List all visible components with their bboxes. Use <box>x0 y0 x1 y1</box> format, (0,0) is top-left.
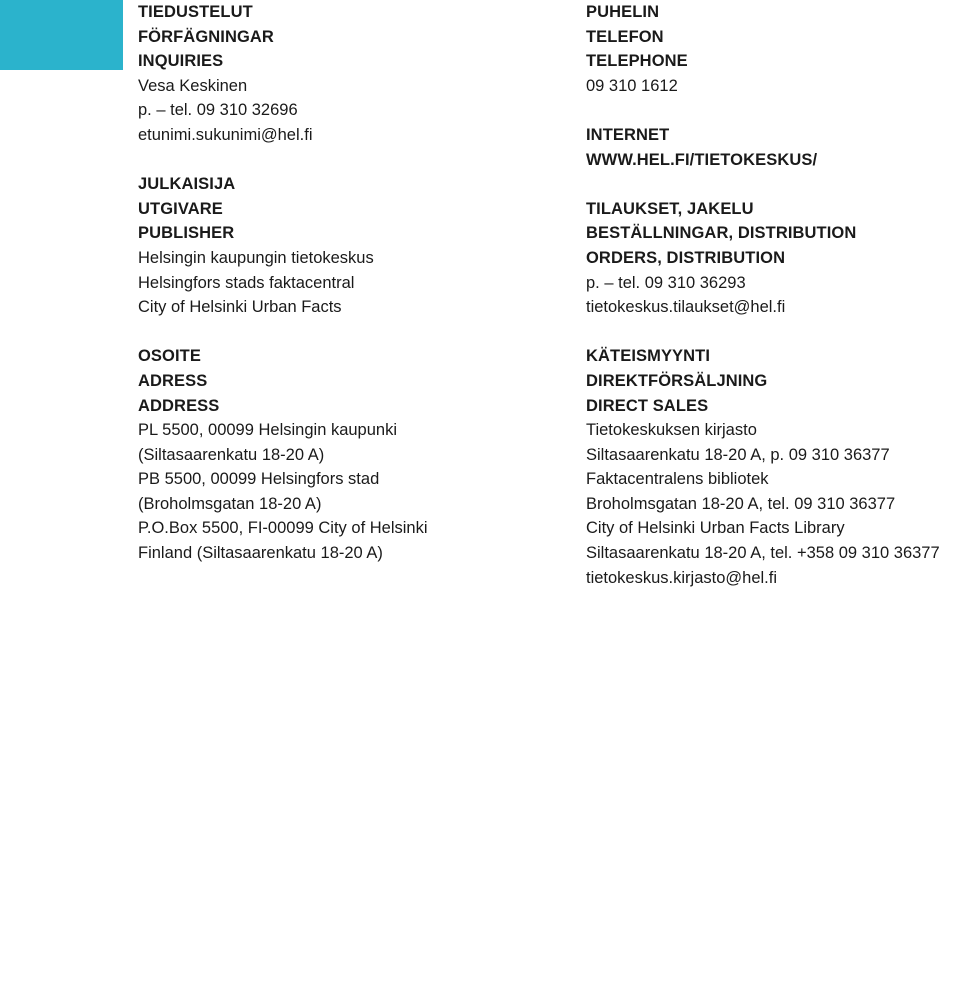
sales-line: Tietokeskuksen kirjasto <box>586 421 757 440</box>
address-section <box>138 344 558 565</box>
section-heading: ADDRESS <box>138 396 220 415</box>
publisher-section <box>138 172 558 320</box>
section-heading: TIEDUSTELUT <box>138 3 253 21</box>
section-heading: TELEPHONE <box>586 52 688 71</box>
section-heading: TILAUKSET, JAKELU <box>586 199 754 218</box>
right-column <box>586 0 960 590</box>
section-heading: BESTÄLLNINGAR, DISTRIBUTION <box>586 224 857 243</box>
section-heading: JULKAISIJA <box>138 175 236 194</box>
address-line: (Broholmsgatan 18-20 A) <box>138 494 322 513</box>
sales-line: Siltasaarenkatu 18-20 A, p. 09 310 36377 <box>586 445 890 464</box>
address-line: P.O.Box 5500, FI-00099 City of Helsinki <box>138 519 428 538</box>
address-line: PB 5500, 00099 Helsingfors stad <box>138 470 380 489</box>
telephone-number: 09 310 1612 <box>586 76 678 95</box>
direct-sales-section <box>586 344 960 590</box>
sales-line: City of Helsinki Urban Facts Library <box>586 519 845 538</box>
website-url[interactable]: WWW.HEL.FI/TIETOKESKUS/ <box>586 150 818 169</box>
section-heading: UTGIVARE <box>138 199 223 218</box>
section-heading: INTERNET <box>586 125 670 144</box>
contact-name: Vesa Keskinen <box>138 76 248 95</box>
section-heading: DIRECT SALES <box>586 396 709 415</box>
internet-section <box>586 123 960 172</box>
section-heading: OSOITE <box>138 347 201 366</box>
contact-email: etunimi.sukunimi@hel.fi <box>138 125 313 144</box>
telephone-section <box>586 0 960 98</box>
section-heading: PUBLISHER <box>138 224 235 243</box>
publisher-line: Helsingin kaupungin tietokeskus <box>138 248 374 267</box>
orders-email: tietokeskus.tilaukset@hel.fi <box>586 298 786 317</box>
left-column <box>138 0 558 566</box>
orders-phone: p. – tel. 09 310 36293 <box>586 273 746 292</box>
accent-color-block <box>0 0 123 70</box>
section-heading: PUHELIN <box>586 3 660 21</box>
section-heading: TELEFON <box>586 27 664 46</box>
publisher-line: City of Helsinki Urban Facts <box>138 298 342 317</box>
orders-section <box>586 197 960 320</box>
address-line: PL 5500, 00099 Helsingin kaupunki <box>138 421 397 440</box>
address-line: (Siltasaarenkatu 18-20 A) <box>138 445 325 464</box>
section-heading: FÖRFÄGNINGAR <box>138 27 274 46</box>
sales-line: Siltasaarenkatu 18-20 A, tel. +358 09 310 36377 <box>586 544 940 563</box>
section-heading: INQUIRIES <box>138 52 224 71</box>
publisher-line: Helsingfors stads faktacentral <box>138 273 355 292</box>
address-line: Finland (Siltasaarenkatu 18-20 A) <box>138 544 383 563</box>
sales-email: tietokeskus.kirjasto@hel.fi <box>586 568 777 587</box>
section-heading: KÄTEISMYYNTI <box>586 347 711 366</box>
contact-phone: p. – tel. 09 310 32696 <box>138 101 298 120</box>
sales-line: Broholmsgatan 18-20 A, tel. 09 310 36377 <box>586 494 896 513</box>
inquiries-section <box>138 0 558 148</box>
section-heading: ADRESS <box>138 371 208 390</box>
sales-line: Faktacentralens bibliotek <box>586 470 769 489</box>
section-heading: DIREKTFÖRSÄLJNING <box>586 371 768 390</box>
section-heading: ORDERS, DISTRIBUTION <box>586 248 786 267</box>
